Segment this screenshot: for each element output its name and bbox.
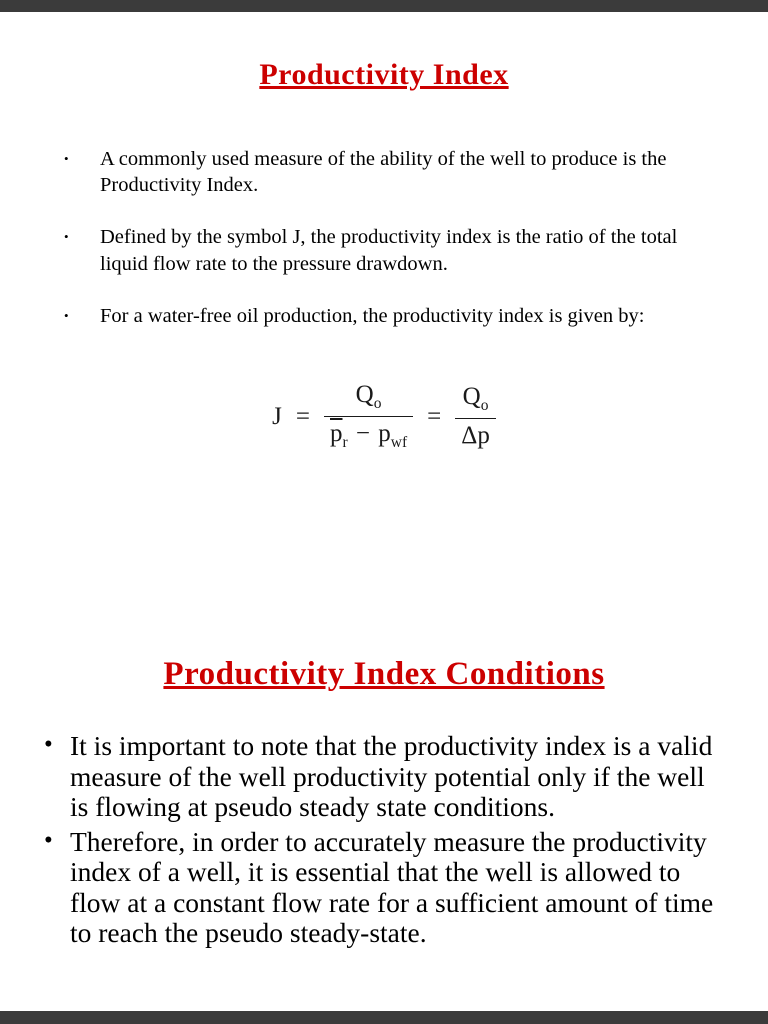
bullet-marker-icon: •: [64, 307, 69, 323]
formula-fraction-deltap: [455, 383, 496, 450]
slide2-bullet-list: [0, 731, 768, 949]
slide-productivity-index: [0, 12, 768, 630]
fraction-bar: [324, 416, 413, 417]
formula-fraction-drawdown: [324, 381, 413, 452]
formula-pr-symbol: $\overline{p}$: [330, 420, 343, 448]
slide2-title: Productivity Index Conditions: [163, 656, 605, 692]
formula-pwf-subscript: wf: [390, 434, 408, 452]
bullet-text: Defined by the symbol J, the productivity index is the ratio of the total liquid flow rate to the pressure drawdown.: [100, 226, 678, 275]
bullet-item: [56, 303, 706, 329]
formula-q-subscript: o: [373, 395, 382, 413]
bullet-text: It is important to note that the productivity index is a valid measure of the well productivity potential only if the well is flowing at pseudo steady state conditions.: [70, 730, 713, 823]
bullet-marker-icon: •: [64, 229, 69, 245]
formula-denominator: [324, 420, 413, 452]
slide-productivity-index-conditions: [0, 630, 768, 949]
formula-equals-sign: =: [427, 402, 442, 430]
bullet-marker-icon: •: [44, 731, 53, 758]
formula-q-symbol: Q: [355, 381, 374, 409]
formula-numerator: [457, 383, 495, 415]
viewer-top-bar: [0, 0, 768, 12]
bullet-item: [56, 146, 706, 198]
formula-pr-subscript: r: [342, 434, 348, 452]
slide1-title: Productivity Index: [259, 58, 509, 91]
bullet-text: A commonly used measure of the ability of the well to produce is the Productivity Index.: [100, 148, 667, 197]
formula-numerator: [350, 381, 388, 413]
formula-j-symbol: J: [272, 402, 282, 430]
slide1-bullet-list: [0, 146, 768, 329]
formula-pwf-symbol: p: [378, 420, 391, 448]
formula-deltap-symbol: Δp: [461, 422, 490, 450]
document-page: [0, 12, 768, 1011]
fraction-bar: [455, 418, 496, 419]
bullet-item: [44, 731, 726, 823]
productivity-index-equation: [0, 381, 768, 452]
bullet-marker-icon: •: [64, 151, 69, 166]
bullet-marker-icon: •: [44, 826, 53, 854]
formula-minus-sign: −: [355, 420, 371, 448]
bullet-text: Therefore, in order to accurately measure the productivity index of a well, it is essential that the well is allowed to flow at a constant flow rate for a sufficient amount of time to reach the pseudo steady-state.: [70, 825, 714, 949]
formula-equals-sign: =: [295, 402, 310, 430]
formula-q-symbol: Q: [462, 383, 481, 411]
bullet-item: [56, 224, 706, 276]
bullet-item: [44, 827, 726, 949]
viewer-bottom-bar: [0, 1011, 768, 1024]
bullet-text: For a water-free oil production, the productivity index is given by:: [100, 304, 645, 327]
formula-q-subscript: o: [480, 397, 489, 415]
